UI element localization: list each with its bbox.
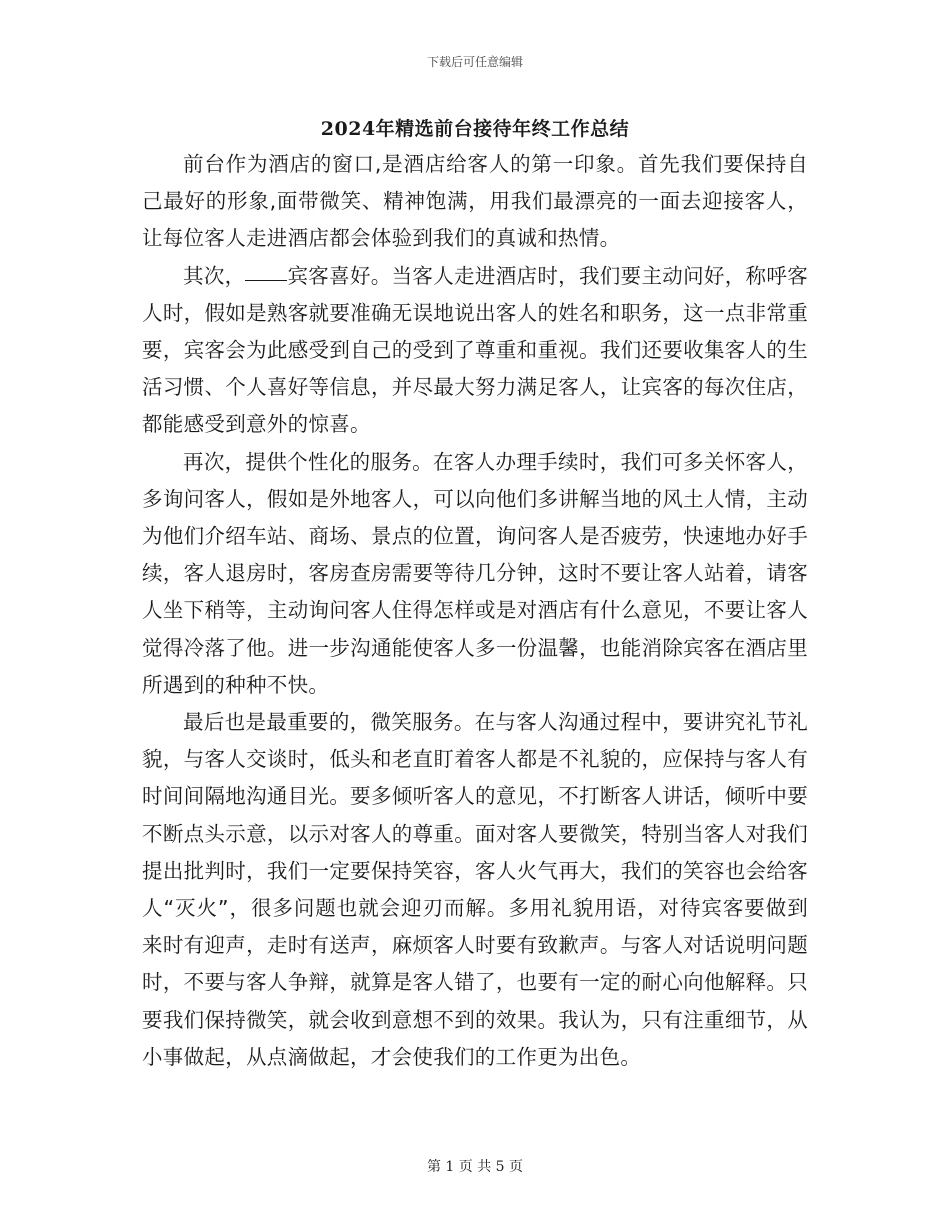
paragraph-2 xyxy=(142,258,808,444)
paragraph-3: 再次，提供个性化的服务。在客人办理手续时，我们可多关怀客人，多询问客人，假如是外地客人，可以向他们多讲解当地的风土人情，主动为他们介绍车站、商场、景点的位置，询问客人是否疲劳，快速地办好手续，客人退房时，客房查房需要等待几分钟，这时不要让客人站着，请客人坐下稍等，主动询问客人住得怎样或是对酒店有什么意见，不要让客人觉得冷落了他。进一步沟通能使客人多一份温馨，也能消除宾客在酒店里所遇到的种种不快。 xyxy=(142,449,808,697)
paragraph-2-rest: 宾客喜好。当客人走进酒店时，我们要主动问好，称呼客人时，假如是熟客就要准确无误地说出客人的姓名和职务，这一点非常重要，宾客会为此感受到自己的受到了尊重和重视。我们还要收集客人的生活习惯、个人喜好等信息，并尽最大努力满足客人，让宾客的每次住店，都能感受到意外的惊喜。 xyxy=(142,263,808,437)
page-footer: 第 1 页 共 5 页 xyxy=(426,1159,524,1175)
paragraph-2-lead: 其次， xyxy=(183,263,246,288)
paragraph-1: 前台作为酒店的窗口,是酒店给客人的第一印象。首先我们要保持自己最好的形象,面带微笑、精神饱满，用我们最漂亮的一面去迎接客人，让每位客人走进酒店都会体验到我们的真诚和热情。 xyxy=(142,152,808,251)
document-title: 2024年精选前台接待年终工作总结 xyxy=(320,118,630,140)
document-body xyxy=(142,146,808,1076)
fill-in-blank xyxy=(245,280,287,281)
page-header: 下载后可任意编辑 xyxy=(426,55,523,69)
paragraph-4: 最后也是最重要的，微笑服务。在与客人沟通过程中，要讲究礼节礼貌，与客人交谈时，低头和老直盯着客人都是不礼貌的，应保持与客人有时间间隔地沟通目光。要多倾听客人的意见，不打断客人讲话，倾听中要不断点头示意，以示对客人的尊重。面对客人要微笑，特别当客人对我们提出批判时，我们一定要保持笑容，客人火气再大，我们的笑容也会给客人“灭火”，很多问题也就会迎刃而解。多用礼貌用语，对待宾客要做到来时有迎声，走时有送声，麻烦客人时要有致歉声。与客人对话说明问题时，不要与客人争辩，就算是客人错了，也要有一定的耐心向他解释。只要我们保持微笑，就会收到意想不到的效果。我认为，只有注重细节，从小事做起，从点滴做起，才会使我们的工作更为出色。 xyxy=(142,710,808,1069)
